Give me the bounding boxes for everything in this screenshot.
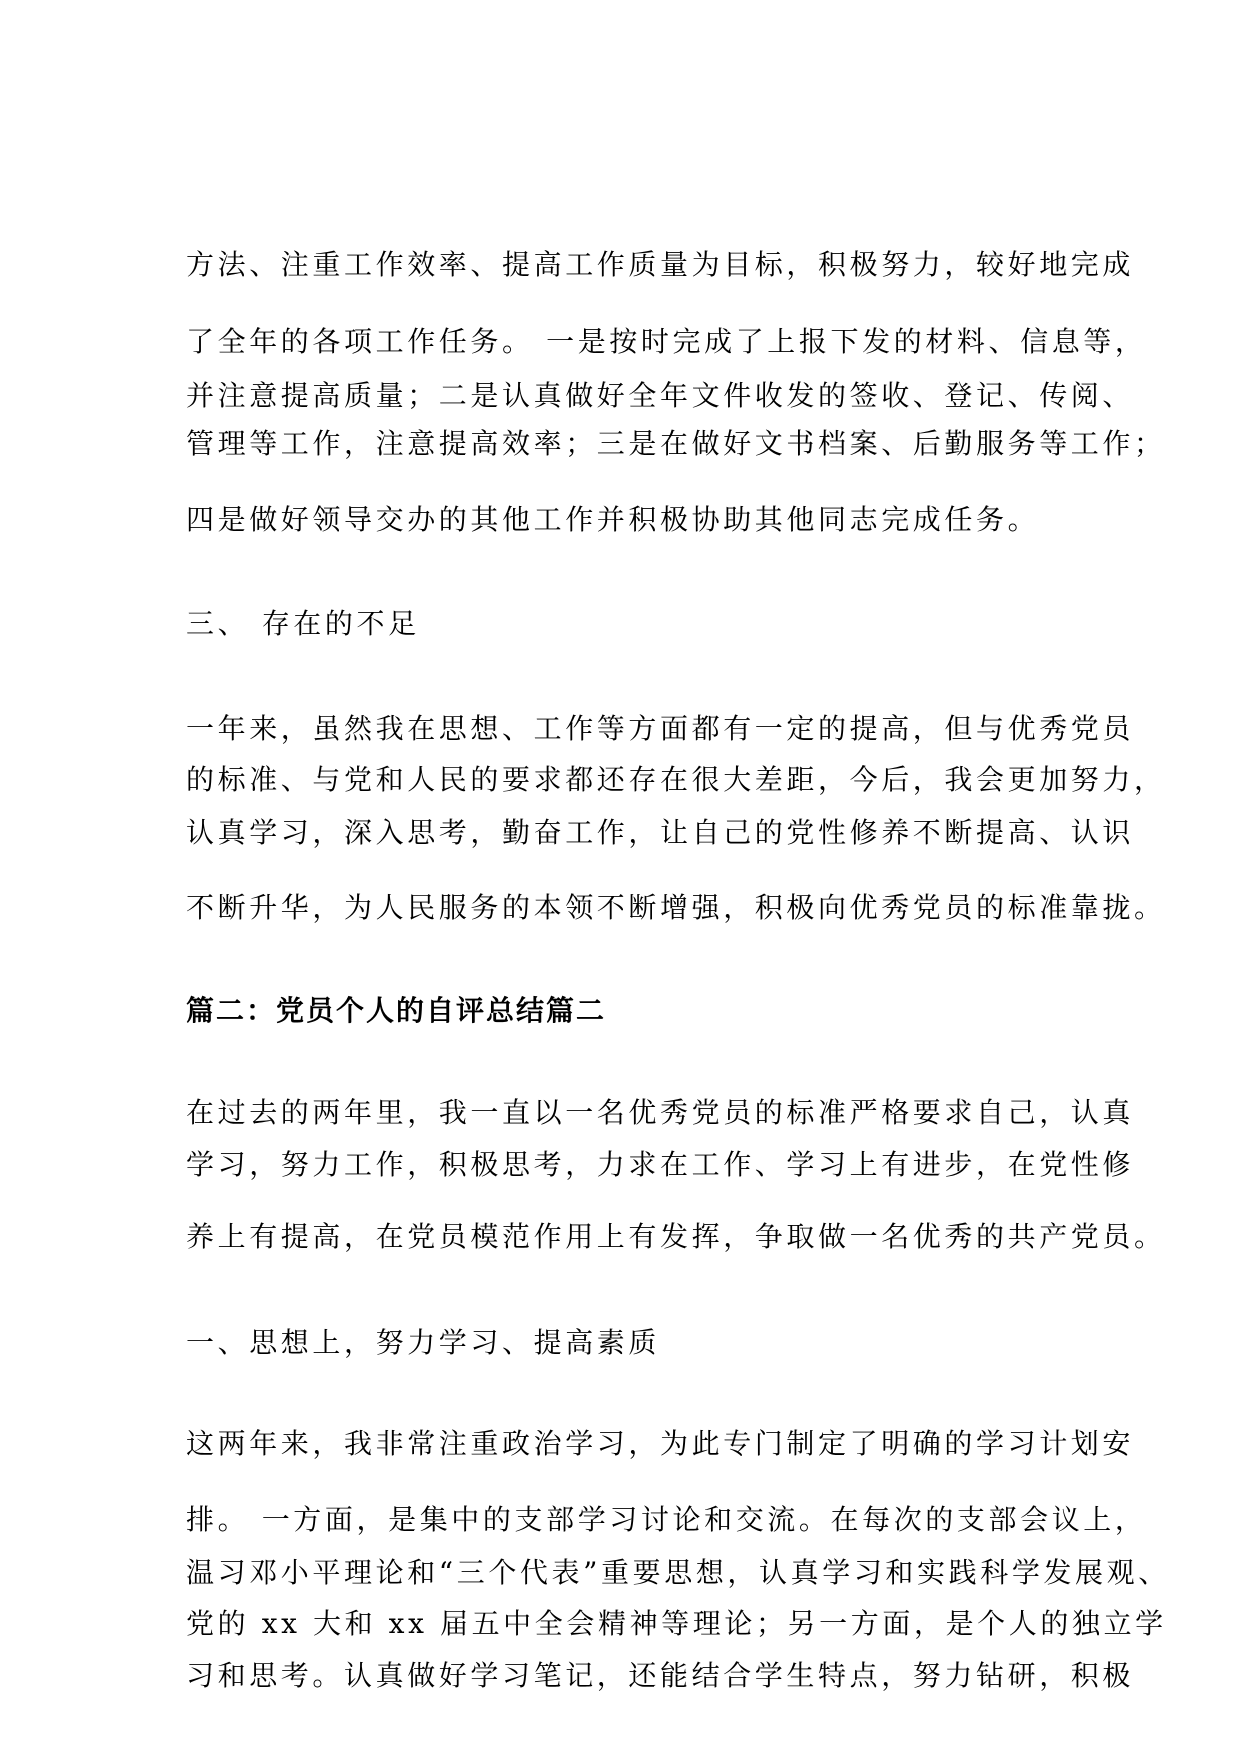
paragraph-line: 并注意提高质量；二是认真做好全年文件收发的签收、登记、传阅、 — [186, 379, 1135, 412]
section-heading: 三、 存在的不足 — [186, 607, 420, 640]
paragraph-line: 这两年来，我非常注重政治学习，为此专门制定了明确的学习计划安 — [186, 1427, 1135, 1460]
chapter-title: 篇二：党员个人的自评总结篇二 — [186, 994, 607, 1027]
paragraph-line: 习和思考。认真做好学习笔记，还能结合学生特点，努力钻研，积极 — [186, 1659, 1135, 1692]
paragraph-line: 管理等工作，注意提高效率；三是在做好文书档案、后勤服务等工作； — [186, 427, 1166, 460]
paragraph-line: 党的 xx 大和 xx 届五中全会精神等理论；另一方面，是个人的独立学 — [186, 1607, 1167, 1640]
paragraph-line: 温习邓小平理论和“三个代表”重要思想，认真学习和实践科学发展观、 — [186, 1556, 1170, 1589]
paragraph-line: 四是做好领导交办的其他工作并积极协助其他同志完成任务。 — [186, 503, 1040, 536]
paragraph-line: 养上有提高，在党员模范作用上有发挥，争取做一名优秀的共产党员。 — [186, 1220, 1166, 1253]
section-heading: 一、思想上，努力学习、提高素质 — [186, 1326, 661, 1359]
paragraph-line: 了全年的各项工作任务。 一是按时完成了上报下发的材料、信息等， — [186, 325, 1147, 358]
paragraph-line: 排。 一方面，是集中的支部学习讨论和交流。在每次的支部会议上， — [186, 1503, 1147, 1536]
paragraph-line: 不断升华，为人民服务的本领不断增强，积极向优秀党员的标准靠拢。 — [186, 891, 1166, 924]
paragraph-line: 认真学习，深入思考，勤奋工作，让自己的党性修养不断提高、认识 — [186, 816, 1135, 849]
paragraph-line: 方法、注重工作效率、提高工作质量为目标，积极努力，较好地完成 — [186, 248, 1135, 281]
paragraph-line: 学习，努力工作，积极思考，力求在工作、学习上有进步，在党性修 — [186, 1148, 1135, 1181]
paragraph-line: 在过去的两年里，我一直以一名优秀党员的标准严格要求自己，认真 — [186, 1096, 1135, 1129]
paragraph-line: 一年来，虽然我在思想、工作等方面都有一定的提高，但与优秀党员 — [186, 712, 1135, 745]
paragraph-line: 的标准、与党和人民的要求都还存在很大差距，今后，我会更加努力， — [186, 763, 1166, 796]
